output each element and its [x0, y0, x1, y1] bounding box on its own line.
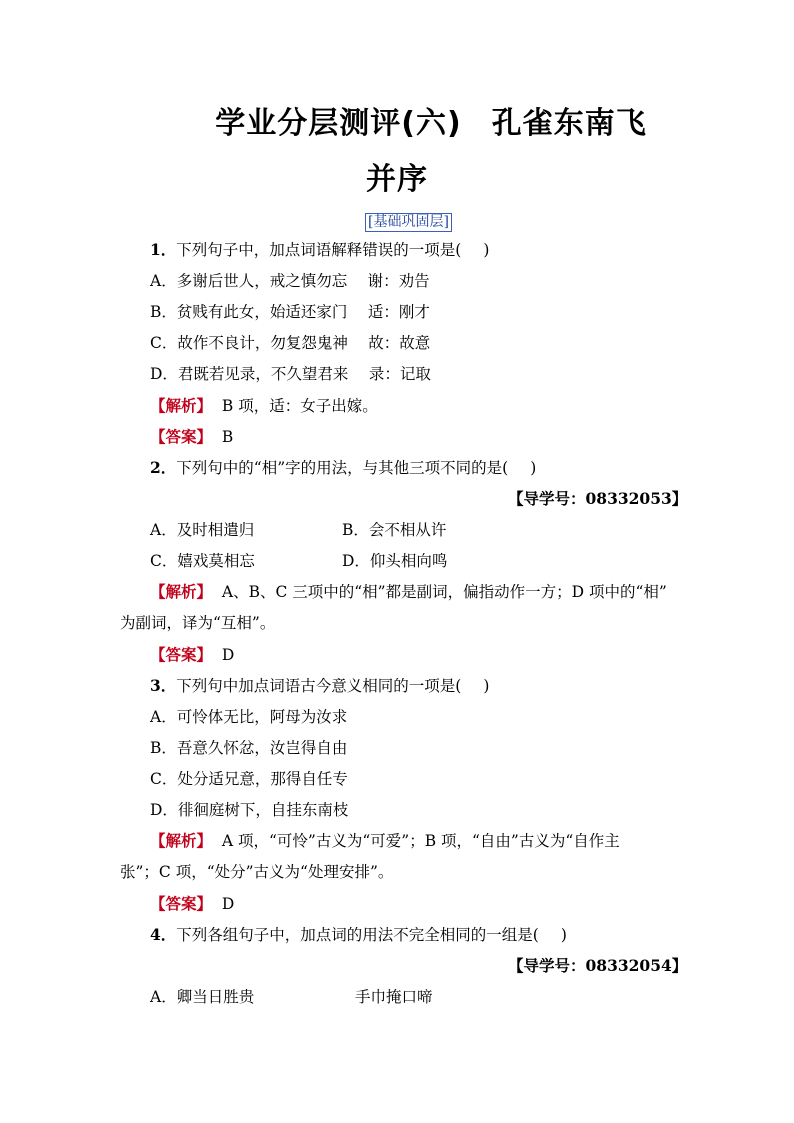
question-4-option-a-left: A．卿当日胜贵 [150, 988, 255, 1006]
answer-text: D [221, 646, 235, 664]
question-2-option-b: B．会不相从许 [342, 521, 447, 539]
question-3-stem [150, 676, 489, 696]
question-number: 3． [150, 676, 177, 695]
question-2-answer [150, 645, 234, 665]
question-4-option-a-right: 手巾掩口啼 [355, 988, 433, 1006]
question-number: 2． [150, 458, 177, 477]
page-subtitle: 并序 [366, 162, 428, 197]
title-part-1: 学业分层测评(六) [215, 106, 462, 141]
question-number: 1． [150, 240, 177, 259]
page-title [34, 98, 794, 142]
answer-label: 【答案】 [150, 427, 213, 446]
question-text: 下列句中加点词语古今意义相同的一项是( [176, 677, 462, 695]
analysis-label: 【解析】 [150, 396, 213, 415]
question-3-option-c: C．处分适兄意，那得自任专 [150, 770, 348, 788]
question-text: 下列句中的“相”字的用法，与其他三项不同的是( [176, 459, 509, 477]
answer-label: 【答案】 [150, 645, 213, 664]
question-4-stem [150, 925, 567, 945]
analysis-label: 【解析】 [150, 582, 213, 601]
question-1-option-c: C．故作不良计，勿复怨鬼神 故：故意 [150, 334, 431, 352]
question-2-option-d: D．仰头相向鸣 [342, 552, 448, 570]
question-2-analysis [150, 582, 667, 602]
paren-close: ) [483, 677, 490, 695]
paren-close: ) [483, 241, 490, 259]
paren-close: ) [530, 459, 537, 477]
question-number: 4． [150, 925, 177, 944]
question-3-analysis [150, 831, 620, 851]
question-1-stem [150, 240, 489, 260]
title-part-2: 孔雀东南飞 [491, 106, 647, 141]
analysis-text: A 项，“可怜”古义为“可爱”；B 项，“自由”古义为“自作主 [221, 832, 620, 850]
question-1-option-b: B．贫贱有此女，始适还家门 适：刚才 [150, 303, 430, 321]
question-3-option-b: B．吾意久怀忿，汝岂得自由 [150, 739, 348, 757]
question-2-analysis-cont: 为副词，译为“互相”。 [120, 614, 276, 632]
question-3-option-a: A．可怜体无比，阿母为汝求 [150, 708, 348, 726]
question-4-reference: 【导学号：08332054】 [508, 956, 688, 975]
question-text: 下列各组句子中，加点词的用法不完全相同的一组是( [176, 926, 539, 944]
question-2-option-a: A．及时相遣归 [150, 521, 255, 539]
question-1-analysis [150, 396, 378, 416]
analysis-label: 【解析】 [150, 831, 213, 850]
question-2-stem [150, 458, 536, 478]
analysis-text: A、B、C 三项中的“相”都是副词，偏指动作一方；D 项中的“相” [221, 583, 667, 601]
question-1-answer [150, 427, 233, 447]
section-label[interactable]: [基础巩固层] [365, 213, 452, 232]
paren-close: ) [560, 926, 567, 944]
question-text: 下列句子中，加点词语解释错误的一项是( [176, 241, 462, 259]
answer-text: B [221, 428, 234, 446]
question-3-answer [150, 894, 234, 914]
question-3-option-d: D．徘徊庭树下，自挂东南枝 [150, 801, 349, 819]
question-3-analysis-cont: 张”；C 项，“处分”古义为“处理安排”。 [120, 863, 394, 881]
question-1-option-a: A．多谢后世人，戒之慎勿忘 谢：劝告 [150, 272, 430, 290]
question-2-reference: 【导学号：08332053】 [508, 489, 688, 508]
answer-text: D [221, 895, 235, 913]
answer-label: 【答案】 [150, 894, 213, 913]
analysis-text: B 项，适：女子出嫁。 [221, 397, 378, 415]
question-2-option-c: C．嬉戏莫相忘 [150, 552, 255, 570]
question-1-option-d: D．君既若见录，不久望君来 录：记取 [150, 365, 431, 383]
